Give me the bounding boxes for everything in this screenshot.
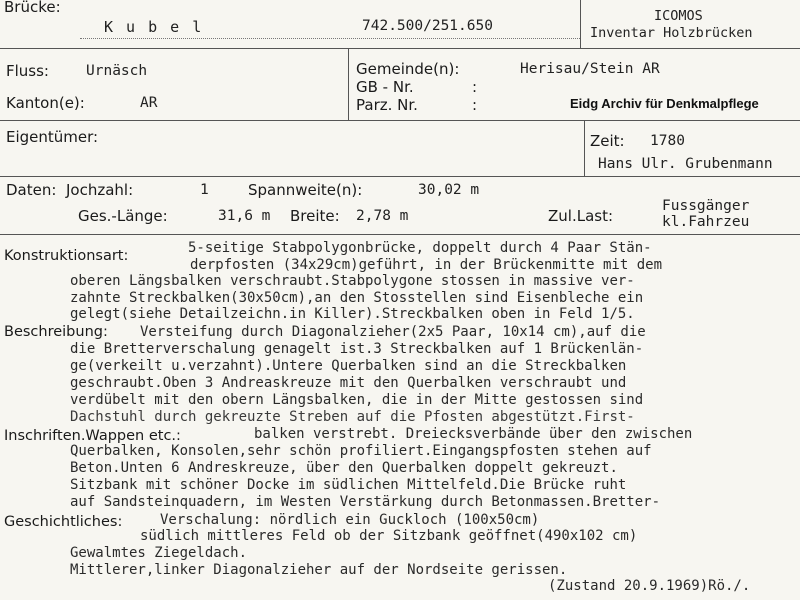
text-line: geschraubt.Oben 3 Andreaskreuze mit den Querbalken verschraubt und (70, 375, 627, 391)
text-line: auf Sandsteinquadern, im Westen Verstärkung durch Betonmassen.Bretter- (70, 494, 661, 510)
parz-label: Parz. Nr. (356, 96, 418, 114)
text-line: Dachstuhl durch gekreuzte Streben auf die Pfosten abgestützt.First- (70, 409, 635, 425)
breite-label: Breite: (290, 207, 340, 225)
text-line: die Bretterverschalung genagelt ist.3 Streckbalken auf 1 Brückenlän- (70, 341, 644, 357)
coordinates: 742.500/251.650 (362, 18, 493, 34)
daten-bottom-line (0, 234, 800, 235)
zullast-label: Zul.Last: (548, 207, 614, 225)
geschichte-label: Geschichtliches: (4, 514, 123, 530)
zullast-value1: Fussgänger (662, 198, 750, 214)
beschreibung-label: Beschreibung: (4, 324, 108, 340)
text-line: Beton.Unten 6 Andreskreuze, über den Querbalken doppelt gekreuzt. (70, 460, 618, 476)
builder: Hans Ulr. Grubenmann (598, 156, 773, 172)
archive-stamp: Eidg Archiv für Denkmalpflege (570, 96, 759, 111)
inschriften-label: Inschriften.Wappen etc.: (4, 428, 181, 444)
zustand-note: (Zustand 20.9.1969)Rö./. (548, 578, 751, 594)
text-line: 5-seitige Stabpolygonbrücke, doppelt durch 4 Paar Stän- (188, 240, 652, 256)
location-divider (348, 48, 349, 120)
text-line: oberen Längsbalken verschraubt.Stabpolygone stossen in massive ver- (70, 273, 635, 289)
gb-label: GB - Nr. (356, 78, 414, 96)
text-line: Gewalmtes Ziegeldach. (70, 545, 248, 561)
parz-colon: : (472, 96, 478, 114)
jochzahl-value: 1 (200, 182, 209, 198)
konstruktion-label: Konstruktionsart: (4, 248, 129, 264)
text-line: Mittlerer,linker Diagonalzieher auf der Nordseite gerissen. (70, 562, 568, 578)
breite-value: 2,78 m (356, 208, 409, 224)
org-line1: ICOMOS (654, 8, 703, 24)
laenge-value: 31,6 m (218, 208, 271, 224)
zullast-value2: kl.Fahrzeu (662, 214, 750, 230)
kanton-value: AR (140, 95, 158, 111)
inschriften-first-line: balken verstrebt. Dreiecksverbände über den zwischen (254, 426, 693, 442)
spannweite-label: Spannweite(n): (248, 181, 363, 199)
org-line2: Inventar Holzbrücken (590, 25, 753, 41)
location-bottom-line (0, 120, 800, 121)
gemeinde-label: Gemeinde(n): (356, 60, 460, 78)
bridge-underline (80, 38, 580, 39)
gemeinde-value: Herisau/Stein AR (520, 61, 660, 77)
fluss-value: Urnäsch (86, 63, 148, 79)
text-line: Querbalken, Konsolen,sehr schön profiliert.Eingangspfosten stehen auf (70, 443, 652, 459)
gb-colon: : (472, 78, 478, 96)
bruecke-label: Brücke: (4, 0, 61, 16)
header-bottom-line (0, 48, 800, 49)
header-divider (580, 0, 581, 48)
kanton-label: Kanton(e): (6, 94, 85, 112)
text-line: Sitzbank mit schöner Docke im südlichen Mittelfeld.Die Brücke ruht (70, 477, 627, 493)
jochzahl-label: Jochzahl: (66, 181, 134, 199)
text-line: ge(verkeilt u.verzahnt).Untere Querbalken sind an die Streckbalken (70, 358, 627, 374)
laenge-label: Ges.-Länge: (78, 207, 168, 225)
text-line: zahnte Streckbalken(30x50cm),an den Stosstellen sind Eisenbleche ein (70, 290, 644, 306)
text-line: südlich mittleres Feld ob der Sitzbank geöffnet(490x102 cm) (140, 528, 638, 544)
zeit-value: 1780 (650, 133, 685, 149)
zeit-label: Zeit: (590, 132, 625, 150)
owner-bottom-line (0, 176, 800, 177)
fluss-label: Fluss: (6, 62, 49, 80)
text-line: gelegt(siehe Detailzeichn.in Killer).Streckbalken oben in Feld 1/5. (70, 306, 635, 322)
spannweite-value: 30,02 m (418, 182, 480, 198)
geschichte-first-line: Verschalung: nördlich ein Guckloch (100x50cm) (160, 512, 540, 528)
daten-label: Daten: (6, 181, 57, 199)
text-line: verdübelt mit den obern Längsbalken, die in der Mitte gestossen sind (70, 392, 644, 408)
zeit-divider (584, 120, 585, 176)
eigentuemer-label: Eigentümer: (6, 128, 99, 146)
bridge-name: K u b e l (104, 18, 204, 36)
text-line: Versteifung durch Diagonalzieher(2x5 Paar, 10x14 cm),auf die (140, 324, 646, 340)
text-line: derpfosten (34x29cm)geführt, in der Brückenmitte mit dem (190, 257, 663, 273)
